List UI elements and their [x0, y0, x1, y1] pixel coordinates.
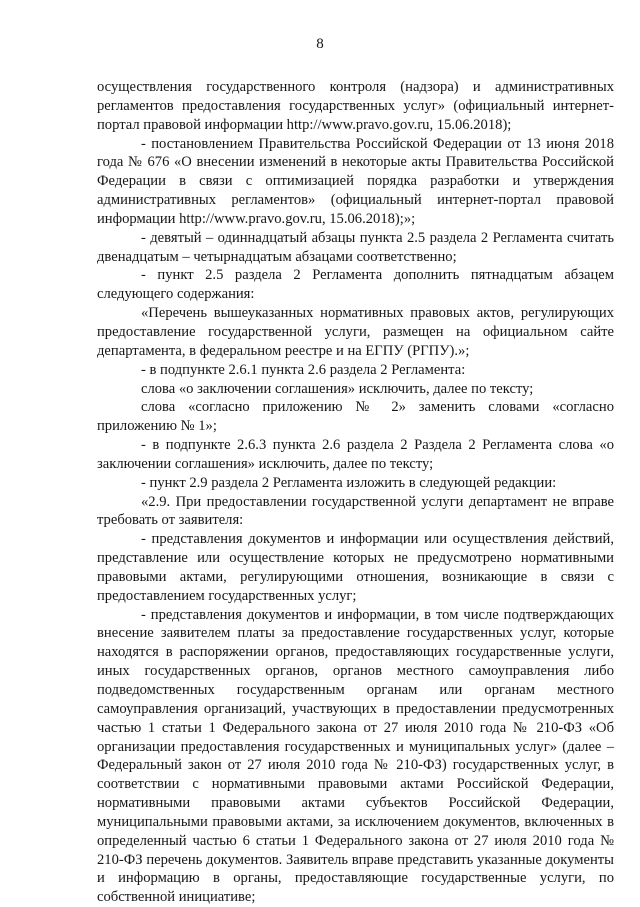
paragraph-replace-appendix: слова «согласно приложению № 2» заменить словами «согласно приложению № 1»;	[97, 399, 614, 435]
paragraph-add-fifteenth: - пункт 2.5 раздела 2 Регламента дополнить пятнадцатым абзацем следующего содержания:	[97, 267, 614, 303]
paragraph-government-decree: - постановлением Правительства Российской Федерации от 13 июня 2018 года № 676 «О внесении изменений в некоторые акты Правительства Российской Федерации в связи с оптимизацией порядка разработки и утверждения административных регламентов» (официальный интернет-портал правовой информации http://www.pravo.gov.ru, 15.06.2018);»;	[97, 135, 614, 227]
page-number: 8	[316, 36, 324, 52]
paragraph-point-2-9: - пункт 2.9 раздела 2 Регламента изложить в следующей редакции:	[141, 474, 557, 491]
paragraph-exclude-agreement: слова «о заключении соглашения» исключить, далее по тексту;	[141, 380, 534, 397]
paragraph-subpoint-2-6-3: - в подпункте 2.6.3 пункта 2.6 раздела 2 Раздела 2 Регламента слова «о заключении соглашения» исключить, далее по тексту;	[97, 437, 614, 472]
paragraph-2-9-intro: «2.9. При предоставлении государственной услуги департамент не вправе требовать от заявителя:	[97, 493, 614, 529]
paragraph-requirement-1: - представления документов и информации или осуществления действий, представление или осуществление которых не предусмотрено нормативными правовыми актами, регулирующими отношения, возникающие в связи с предоставлением государственных услуг;	[97, 531, 614, 604]
paragraph-renumber-abzats: - девятый – одиннадцатый абзацы пункта 2.5 раздела 2 Регламента считать двенадцатым – четырнадцатым абзацами соответственно;	[97, 229, 614, 265]
document-body	[97, 78, 614, 907]
paragraph-requirement-2: - представления документов и информации, в том числе подтверждающих внесение заявителем платы за предоставление государственных услуг, которые находятся в распоряжении органов, предоставляющих государственные услуги, иных государственных органов, органов местного самоуправления либо подведомственных государственным органам или органам местного самоуправления организаций, участвующих в предоставлении предусмотренных частью 1 статьи 1 Федерального закона от 27 июля 2010 года № 210-ФЗ «Об организации предоставления государственных и муниципальных услуг» (далее – Федеральный закон от 27 июля 2010 года № 210-ФЗ) государственных услуг, в соответствии с нормативными правовыми актами Российской Федерации, нормативными правовыми актами субъектов Российской Федерации, муниципальными правовыми актами, за исключением документов, включенных в определенный частью 6 статьи 1 Федерального закона от 27 июля 2010 года № 210-ФЗ перечень документов. Заявитель вправе представить указанные документы и информацию в органы, предоставляющие государственные услуги, по собственной инициативе;	[97, 606, 614, 906]
paragraph-subpoint-2-6-1: - в подпункте 2.6.1 пункта 2.6 раздела 2 Регламента:	[141, 361, 466, 378]
paragraph-quote-list: «Перечень вышеуказанных нормативных правовых актов, регулирующих предоставление государственной услуги, размещен на официальном сайте департамента, в федеральном реестре и на ЕГПУ (РГПУ).»;	[97, 305, 614, 359]
paragraph-continuation: осуществления государственного контроля (надзора) и административных регламентов предоставления государственных услуг» (официальный интернет-портал правовой информации http://www.pravo.gov.ru, 15.06.2018);	[97, 79, 614, 133]
